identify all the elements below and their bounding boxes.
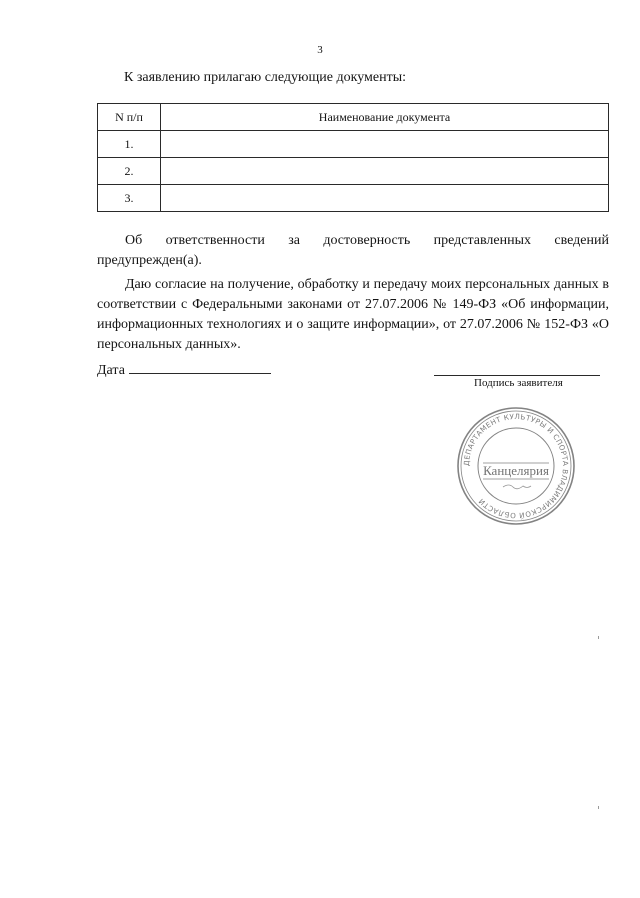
signature-caption: Подпись заявителя — [474, 377, 563, 389]
office-stamp-seal — [455, 405, 577, 527]
date-label: Дата — [97, 363, 125, 378]
row-number: 2. — [98, 158, 161, 185]
stamp-signature-scribble-icon — [503, 485, 531, 489]
consent-text: Даю согласие на получение, обработку и передачу моих персональных данных в соответствии с Федеральными законами от 27.07.2006 № 149-ФЗ «Об информации, информационных технологиях и о защите информации», от 27.07.2006 № 152-ФЗ «О персональных данных». — [97, 277, 609, 352]
table-row — [98, 158, 609, 185]
row-document-name — [161, 158, 609, 185]
row-number: 3. — [98, 185, 161, 212]
table-header-row — [98, 104, 609, 131]
consent-paragraph — [97, 275, 609, 355]
scan-speck — [598, 806, 599, 809]
table-row — [98, 185, 609, 212]
date-field — [97, 361, 271, 379]
responsibility-text: Об ответственности за достоверность представленных сведений предупрежден(а). — [97, 233, 609, 268]
scan-speck — [598, 636, 599, 639]
row-document-name — [161, 131, 609, 158]
signature-underline — [434, 375, 600, 376]
stamp-ring-text: ДЕПАРТАМЕНТ КУЛЬТУРЫ И СПОРТА ВЛАДИМИРСКОЙ ОБЛАСТИ — [461, 411, 571, 521]
intro-text: К заявлению прилагаю следующие документы: — [124, 70, 407, 85]
table-row — [98, 131, 609, 158]
documents-table — [97, 103, 609, 212]
header-number: N п/п — [98, 104, 161, 131]
stamp-center-text: Канцелярия — [483, 463, 549, 478]
responsibility-paragraph — [97, 231, 609, 271]
row-number: 1. — [98, 131, 161, 158]
row-document-name — [161, 185, 609, 212]
page-number: 3 — [317, 44, 323, 56]
header-document-name: Наименование документа — [161, 104, 609, 131]
date-underline — [129, 361, 271, 374]
